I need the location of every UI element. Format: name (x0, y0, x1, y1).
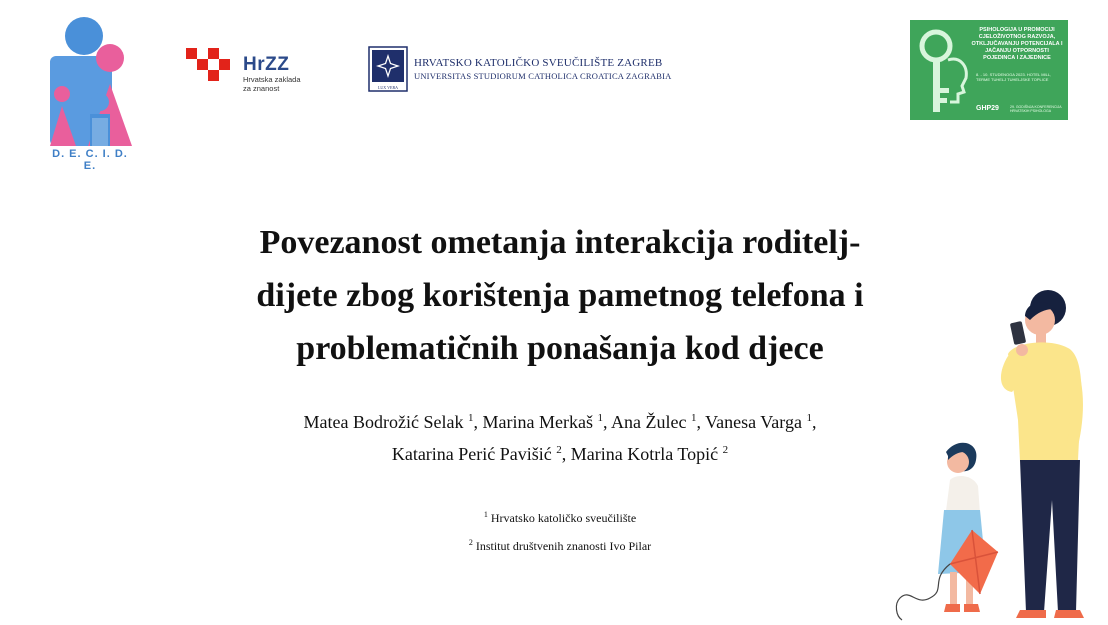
conference-code-subtitle: 29. GODIŠNJA KONFERENCIJA HRVATSKIH PSIHOLOGA (1010, 105, 1062, 113)
hrzz-checkerboard-icon (186, 48, 238, 82)
author-affiliation: 2 (556, 444, 562, 456)
author-name: Marina Kotrla Topić (570, 444, 719, 464)
title-line-2: dijete zbog korištenja pametnog telefona i (256, 277, 864, 314)
hrzz-subtitle-line-1: Hrvatska zaklada (243, 75, 301, 84)
hrzz-subtitle-line-2: za znanost (243, 84, 280, 93)
affiliation-number: 1 (483, 510, 488, 519)
conference-title: PSIHOLOGIJA U PROMOCIJI CJELOŽIVOTNOG RAZVOJA, OTKLJUČAVANJU POTENCIJALA I JAČANJU OTPORNOSTI POJEDINCA I ZAJEDNICE (971, 27, 1063, 61)
affiliation-2 (360, 538, 760, 554)
affiliation-number: 2 (468, 538, 473, 547)
affiliation-text: Institut društvenih znanosti Ivo Pilar (475, 539, 652, 553)
author-affiliation: 1 (597, 412, 603, 424)
key-head-icon (914, 26, 972, 116)
author-name: Katarina Perić Pavišić (391, 444, 552, 464)
hks-crest-icon (368, 46, 408, 92)
author-name: Marina Merkaš (482, 412, 593, 432)
author-affiliation: 2 (722, 444, 729, 456)
authors-line-1: Matea Bodrožić Selak $^1$, Marina Merkaš $^1$, Ana Žulec $^1$, Vanesa Varga $^1$, (303, 412, 817, 432)
hks-crest-motto: LUX VERA (377, 85, 399, 90)
author-name: Vanesa Varga (705, 412, 802, 432)
author-name: Matea Bodrožić Selak (303, 412, 464, 432)
title-line-1: Povezanost ometanja interakcija roditelj- (259, 224, 861, 261)
author-affiliation: 1 (690, 412, 697, 424)
authors-line-2: Katarina Perić Pavišić $^2$, Marina Kotrla Topić $^2$ (391, 444, 729, 464)
decide-logo-label: D. E. C. I. D. E. (52, 148, 128, 172)
hrzz-name: HrZZ (243, 54, 290, 75)
mother-figure (1001, 290, 1084, 618)
author-affiliation: 1 (468, 412, 474, 424)
conference-date: 8. - 10. STUDENOGA 2023. HOTEL MILL, TERME TUHELJ TUHELJSKE TOPLICE (976, 72, 1052, 82)
decide-logo (44, 14, 136, 164)
author-affiliation: 1 (806, 412, 812, 424)
affiliation-1 (360, 510, 760, 526)
mother-with-phone-and-child-with-kite-icon (880, 280, 1108, 625)
presentation-title (160, 216, 960, 375)
hks-latin-name: UNIVERSITAS STUDIORUM CATHOLICA CROATICA ZAGRABIA (414, 71, 672, 81)
conference-badge (910, 20, 1068, 120)
authors (200, 404, 920, 468)
hrzz-subtitle (243, 75, 303, 93)
hks-name: HRVATSKO KATOLIČKO SVEUČILIŠTE ZAGREB (414, 57, 663, 69)
author-name: Ana Žulec (610, 412, 687, 432)
conference-code: GHP29 (976, 105, 999, 112)
title-line-3: problematičnih ponašanja kod djece (296, 330, 824, 367)
affiliation-text: Hrvatsko katoličko sveučilište (490, 511, 637, 525)
